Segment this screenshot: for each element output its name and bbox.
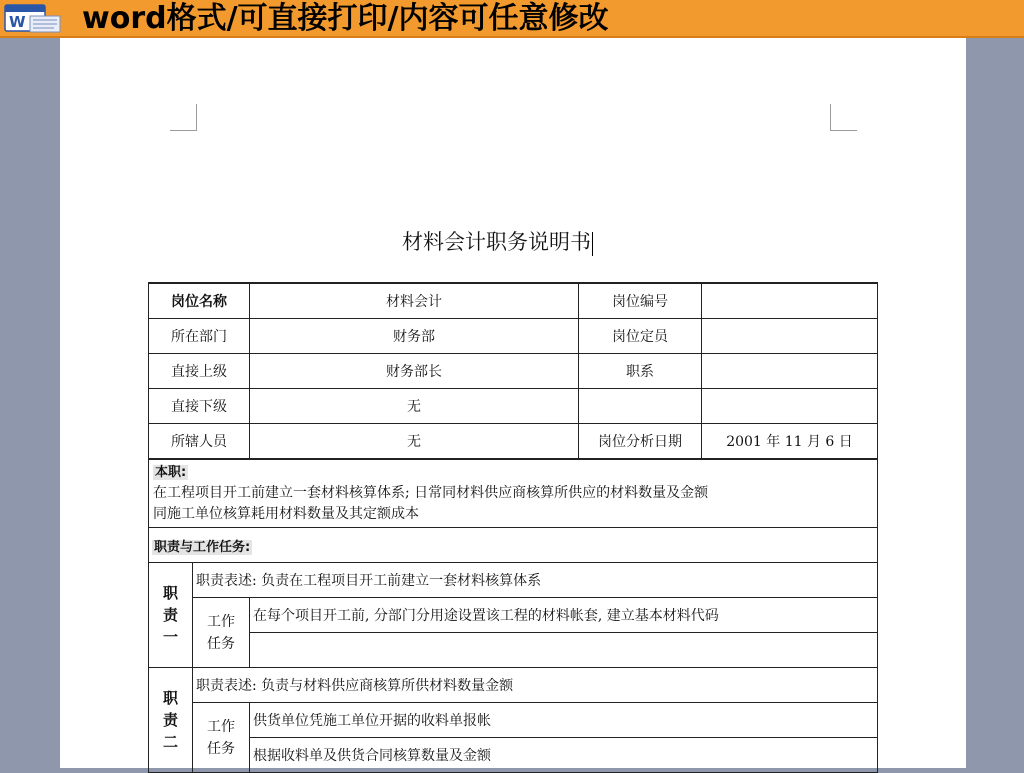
- info-value[interactable]: 材料会计: [250, 283, 579, 319]
- duty-side-char: 职: [162, 689, 178, 707]
- crop-mark-top-left: [170, 104, 197, 131]
- promo-banner: [0, 0, 1024, 38]
- document-title-text: 材料会计职务说明书: [402, 230, 591, 254]
- table-row: [149, 283, 878, 319]
- duty-side-char: 职: [162, 584, 178, 602]
- info-label: 岗位名称: [149, 283, 250, 319]
- info-label: [579, 389, 702, 424]
- job-description-table: [148, 282, 878, 773]
- duty-side-char: 二: [162, 733, 178, 751]
- info-value[interactable]: [702, 319, 878, 354]
- info-label: 直接下级: [149, 389, 250, 424]
- info-value[interactable]: 财务部长: [250, 354, 579, 389]
- info-label: 岗位定员: [579, 319, 702, 354]
- task-label-line: 工作: [207, 718, 235, 735]
- info-label: 岗位分析日期: [579, 424, 702, 460]
- table-row: [149, 459, 878, 528]
- duty-side-char: 责: [162, 606, 178, 624]
- document-page: [60, 38, 966, 768]
- task-label-line: 任务: [207, 740, 235, 757]
- table-row: [149, 738, 878, 773]
- info-label: 所在部门: [149, 319, 250, 354]
- table-row: [149, 668, 878, 703]
- word-document-icon: [4, 3, 68, 33]
- duty-side-char: 责: [162, 711, 178, 729]
- table-row: [149, 528, 878, 563]
- task-item[interactable]: 根据收料单及供货合同核算数量及金额: [250, 738, 878, 773]
- info-label: 所辖人员: [149, 424, 250, 460]
- crop-mark-top-right: [830, 104, 857, 131]
- duty-description[interactable]: 职责表述: 负责与材料供应商核算所供材料数量金额: [193, 668, 878, 703]
- info-value[interactable]: [702, 354, 878, 389]
- info-value[interactable]: 财务部: [250, 319, 579, 354]
- summary-label: 本职:: [155, 465, 187, 480]
- info-value[interactable]: [702, 389, 878, 424]
- table-row: [149, 389, 878, 424]
- table-row: [149, 354, 878, 389]
- table-row: [149, 319, 878, 354]
- svg-text:W: W: [9, 13, 26, 31]
- duty-side-label: [149, 563, 193, 668]
- duties-label: 职责与工作任务:: [154, 539, 251, 555]
- task-label-line: 工作: [207, 613, 235, 630]
- summary-line: 在工程项目开工前建立一套材料核算体系; 日常同材料供应商核算所供应的材料数量及金额: [153, 485, 709, 501]
- duty-side-label: [149, 668, 193, 773]
- info-label: 直接上级: [149, 354, 250, 389]
- task-label: [193, 598, 250, 668]
- info-label: 职系: [579, 354, 702, 389]
- table-row: [149, 633, 878, 668]
- task-label: [193, 703, 250, 773]
- task-item[interactable]: 在每个项目开工前, 分部门分用途设置该工程的材料帐套, 建立基本材料代码: [250, 598, 878, 633]
- banner-text: word格式/可直接打印/内容可任意修改: [82, 1, 609, 36]
- duty-side-char: 一: [162, 628, 178, 646]
- summary-cell[interactable]: [149, 459, 878, 528]
- table-row: [149, 598, 878, 633]
- duty-description[interactable]: 职责表述: 负责在工程项目开工前建立一套材料核算体系: [193, 563, 878, 598]
- info-value[interactable]: 无: [250, 389, 579, 424]
- info-value[interactable]: [702, 283, 878, 319]
- table-row: [149, 703, 878, 738]
- text-cursor: [592, 232, 593, 256]
- task-item[interactable]: 供货单位凭施工单位开据的收料单报帐: [250, 703, 878, 738]
- task-item[interactable]: [250, 633, 878, 668]
- info-value[interactable]: 无: [250, 424, 579, 460]
- duties-heading-cell: [149, 528, 878, 563]
- document-title[interactable]: [402, 226, 593, 256]
- task-label-line: 任务: [207, 635, 235, 652]
- info-label: 岗位编号: [579, 283, 702, 319]
- table-row: [149, 563, 878, 598]
- summary-line: 同施工单位核算耗用材料数量及其定额成本: [153, 506, 419, 522]
- table-row: [149, 424, 878, 460]
- info-value[interactable]: 2001 年 11 月 6 日: [702, 424, 878, 460]
